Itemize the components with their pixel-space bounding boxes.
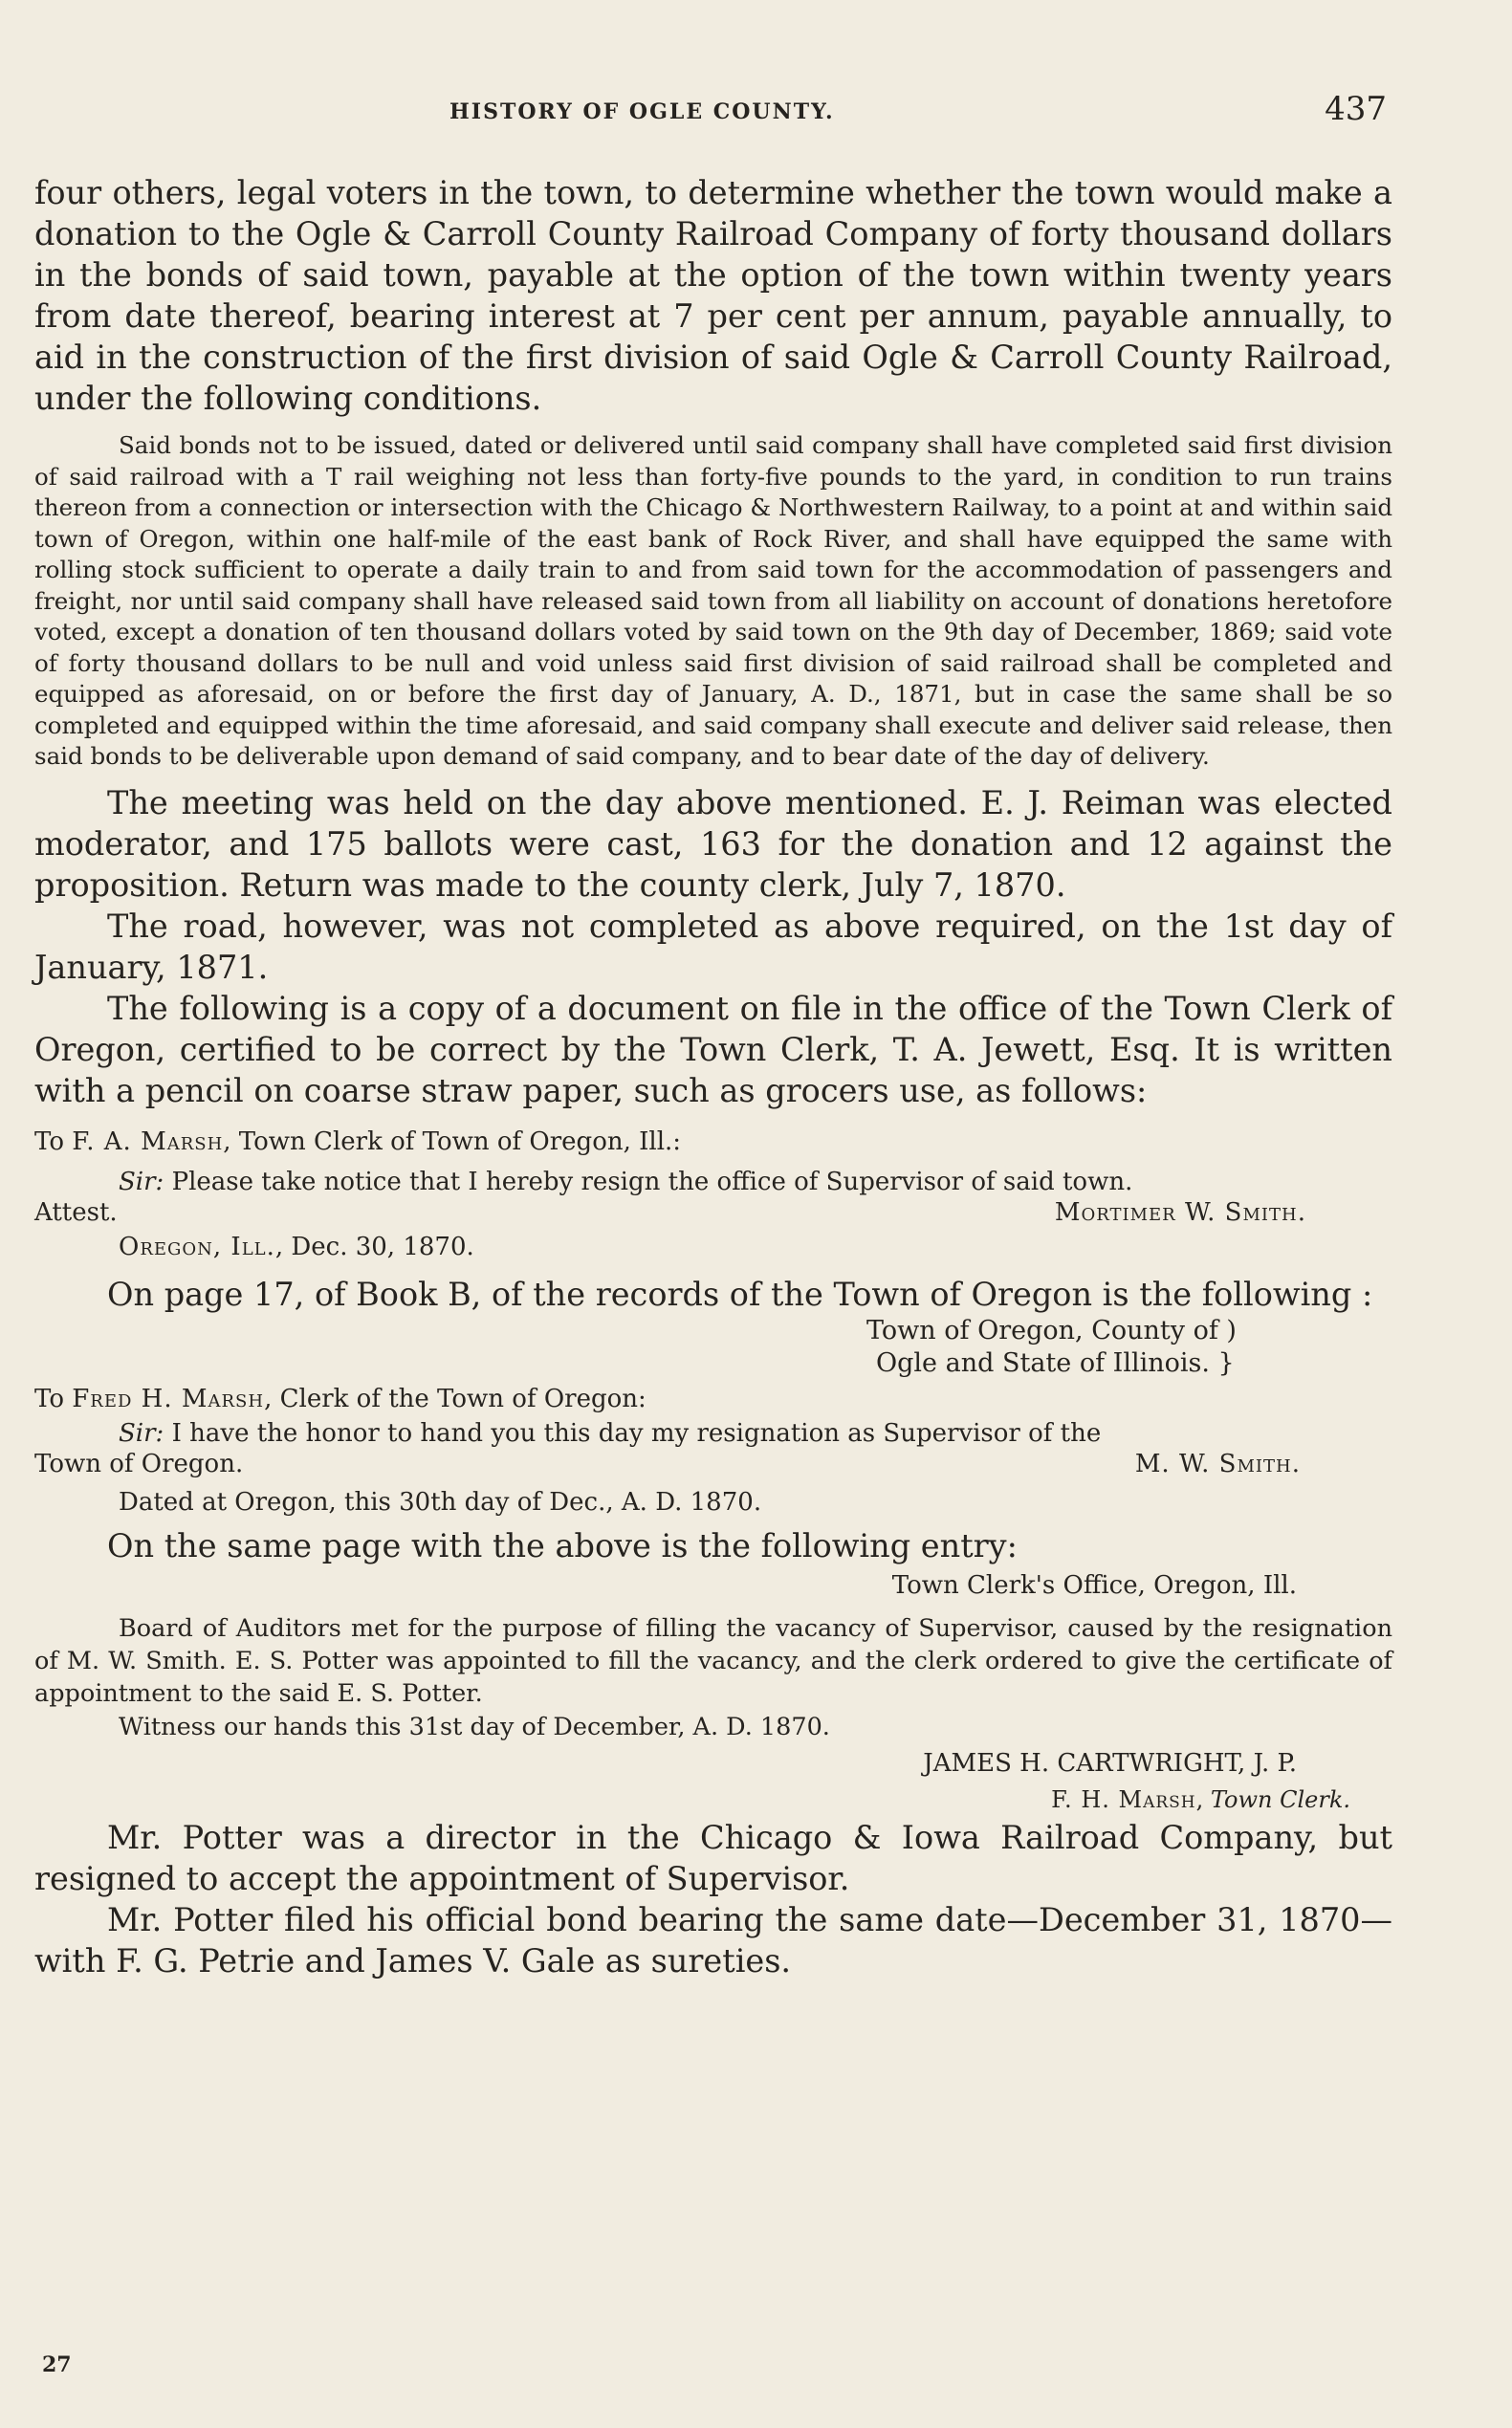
- signature-mark: 27: [42, 2352, 72, 2377]
- page-number: 437: [1325, 90, 1387, 128]
- entry-signature-2: F. H. Marsh, Town Clerk.: [1051, 1785, 1350, 1813]
- letter1-addressee-name: F. A. Marsh: [72, 1127, 224, 1156]
- conditions-text: Said bonds not to be issued, dated or delivered until said company shall have completed said first division of said railroad with a T rail weighing not less than forty-five pounds to the yard, in condition to run trains thereon from a connection or intersection with the Chicago & Northwestern Railway, to a point at and within said town of Oregon, within one half-mile of the east bank of Rock River, and shall have equipped the same with rolling stock sufficient to operate a daily train to and from said town for the accommodation of passengers and freight, nor until said company shall have released said town from all liability on account of donations heretofore voted, except a donation of ten thousand dollars voted by said town on the 9th day of December, 1869; said vote of forty thousand dollars to be null and void unless said first division of said railroad shall be completed and equipped as aforesaid, on or before the first day of January, A. D., 1871, but in case the same shall be so completed and equipped within the time aforesaid, and said company shall execute and deliver said release, then said bonds to be deliverable upon demand of said company, and to bear date of the day of delivery.: [34, 431, 1392, 770]
- letter1-attest-row: [34, 1197, 1392, 1228]
- quoted-conditions: [34, 430, 1392, 773]
- letter2-addressee: To Fred H. Marsh, Clerk of the Town of Oregon:: [34, 1384, 646, 1413]
- running-header: [48, 92, 1387, 130]
- resignation-letter-1: [34, 1125, 1392, 1266]
- letter2-salutation: Sir:: [119, 1418, 164, 1448]
- letter2-body-end: Town of Oregon.: [34, 1449, 244, 1478]
- letter2-signature: M. W. Smith.: [1134, 1449, 1301, 1478]
- letter1-signature: Mortimer W. Smith.: [1054, 1197, 1306, 1227]
- letter1-body: Sir: Please take notice that I hereby resign the office of Supervisor of said town.: [119, 1167, 1133, 1196]
- letter1-attest: Attest.: [34, 1197, 118, 1227]
- paragraph-continued: four others, legal voters in the town, to determine whether the town would make a donation to the Ogle & Carroll County Railroad Company of forty thousand dollars in the bonds of said town, payable at the option of the town within twenty years from date thereof, bearing interest at 7 per cent per annum, payable annually, to aid in the construction of the first division of said Ogle & Carroll County Railroad, under the following conditions.: [34, 174, 1392, 417]
- letter1-addressee: To F. A. Marsh, Town Clerk of Town of Oregon, Ill.:: [34, 1127, 682, 1156]
- letter2-dated: Dated at Oregon, this 30th day of Dec., A. D. 1870.: [119, 1487, 762, 1517]
- paragraph-meeting: The meeting was held on the day above mentioned. E. J. Reiman was elected moderator, and 175 ballots were cast, 163 for the donation and 12 against the proposition. Return was made to the county clerk, July 7, 1870.: [34, 783, 1392, 904]
- paragraph-page17: On page 17, of Book B, of the records of the Town of Oregon is the following :: [107, 1275, 1373, 1313]
- letter1-salutation: Sir:: [119, 1167, 164, 1196]
- letter2-address: Town of Oregon, County of ) Ogle and State of Illinois. }: [866, 1315, 1237, 1378]
- entry-body: Board of Auditors met for the purpose of filling the vacancy of Supervisor, caused by the resignation of M. W. Smith. E. S. Potter was appointed to fill the vacancy, and the clerk ordered to give the certificate of appointment to the said E. S. Potter.: [34, 1613, 1392, 1708]
- entry-office: Town Clerk's Office, Oregon, Ill.: [891, 1570, 1297, 1600]
- entry-signature-1: JAMES H. CARTWRIGHT, J. P.: [923, 1748, 1297, 1778]
- paragraph-potter-bond: Mr. Potter filed his official bond bearing the same date—December 31, 1870—with F. G. Petrie and James V. Gale as sureties.: [34, 1900, 1392, 1980]
- page-body: [34, 172, 1392, 1981]
- letter2-body: Sir: I have the honor to hand you this day my resignation as Supervisor of the: [119, 1418, 1102, 1448]
- clerk-entry: [34, 1566, 1392, 1817]
- running-title: HISTORY OF OGLE COUNTY.: [449, 99, 835, 124]
- paragraph-entry-intro: On the same page with the above is the following entry:: [107, 1526, 1018, 1564]
- letter1-dateline: Oregon, Ill., Dec. 30, 1870.: [119, 1232, 474, 1261]
- paragraph-potter-director: Mr. Potter was a director in the Chicago & Iowa Railroad Company, but resigned to accept the appointment of Supervisor.: [34, 1818, 1392, 1897]
- letter2-addressee-name: Fred H. Marsh: [72, 1384, 265, 1413]
- resignation-letter-2: [34, 1315, 1392, 1525]
- paragraph-road: The road, however, was not completed as above required, on the 1st day of January, 1871.: [34, 907, 1392, 986]
- letter2-signature-row: [34, 1449, 1392, 1479]
- entry-witness: Witness our hands this 31st day of December, A. D. 1870.: [119, 1712, 830, 1741]
- paragraph-document: The following is a copy of a document on file in the office of the Town Clerk of Oregon, certified to be correct by the Town Clerk, T. A. Jewett, Esq. It is written with a pencil on coarse straw paper, such as grocers use, as follows:: [34, 989, 1392, 1109]
- letter1-place: Oregon, Ill.: [119, 1232, 275, 1261]
